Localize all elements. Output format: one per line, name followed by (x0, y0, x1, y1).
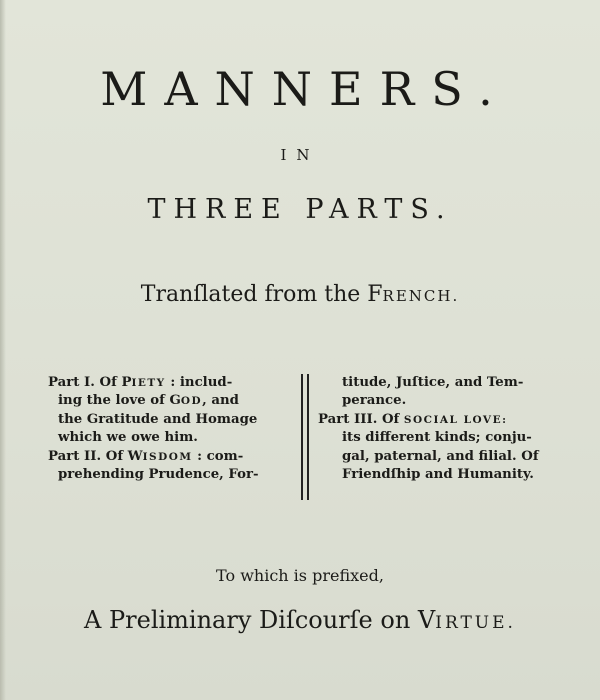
discourse-small-caps: IRTUE. (435, 613, 516, 633)
part1-line3: the Gratitude and Homage (58, 411, 258, 427)
part1-line2: ing the love of GOD, and (58, 393, 239, 409)
translation-small-caps: RENCH. (382, 287, 460, 305)
contents-right-column (318, 374, 560, 484)
column-rule-right (307, 374, 309, 500)
translation-note (0, 282, 600, 307)
title-connector: IN (280, 146, 320, 164)
translation-prefix: Tranſlated from the (140, 282, 368, 307)
discourse-first-letter: V (417, 606, 436, 634)
translation-first-letter: F (367, 282, 383, 307)
part1-line4: which we owe him. (58, 430, 198, 446)
part2-line4: perance. (342, 393, 407, 409)
column-rule-left (301, 374, 303, 500)
part3-line3: gal, paternal, and filial. Of (342, 448, 539, 464)
contents-left-column (48, 374, 296, 484)
book-title: MANNERS. (100, 62, 510, 116)
part2-line2: prehending Prudence, For- (58, 467, 259, 483)
part2-line1: Part II. Of WISDOM : com- (48, 448, 244, 464)
parts-heading: THREE PARTS. (147, 194, 453, 225)
part2-line3: titude, Juſtice, and Tem- (342, 375, 524, 390)
part3-line2: its different kinds; conju- (342, 430, 532, 446)
part3-line1: Part III. Of SOCIAL LOVE: (318, 411, 508, 427)
part3-line4: Friendſhip and Humanity. (342, 467, 534, 483)
preliminary-discourse (0, 606, 600, 634)
discourse-prefix: A Preliminary Diſcourſe on (84, 606, 418, 634)
contents-summary (48, 374, 560, 504)
part1-line1: Part I. Of PIETY : includ- (48, 375, 233, 390)
prefixed-note: To which is prefixed, (216, 566, 384, 585)
